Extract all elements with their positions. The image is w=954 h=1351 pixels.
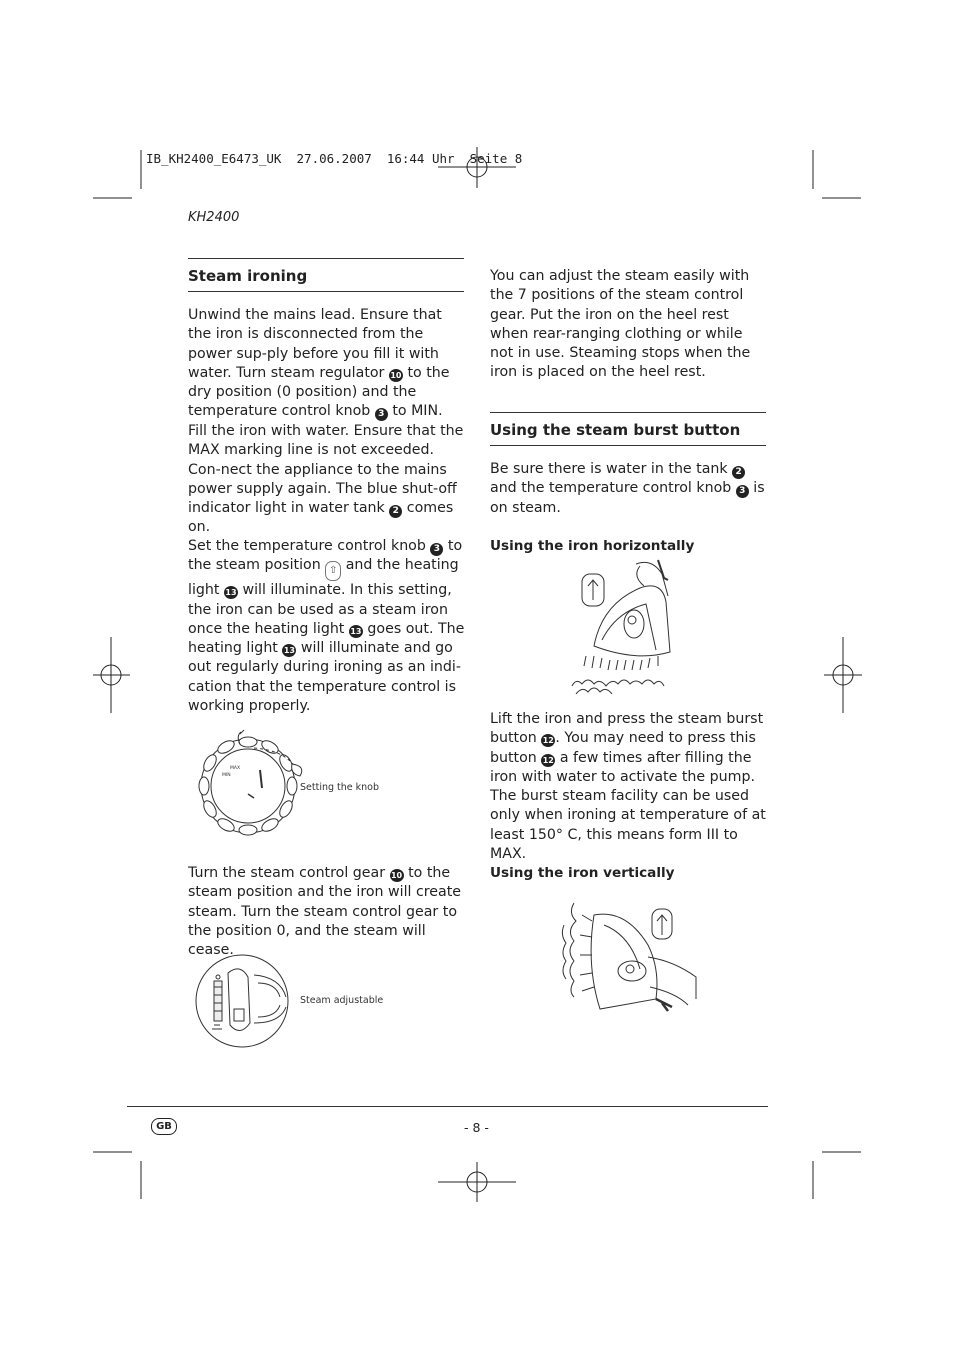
callout-number: 13 xyxy=(350,626,362,636)
heading-rule-bottom xyxy=(188,291,464,292)
heading-rule-top xyxy=(490,412,766,413)
paragraph-set-knob: Set the temperature control knob 3 to the steam position ⇧ and the heating light 13 will illuminate. In this setting, the iron can be used as a steam iron once the heating light 13 goes out. The heating light 13 will illuminate and go out regularly during ironing as an indi-cation that the temperature control is working properly. xyxy=(188,538,465,715)
knob-max-label: MAX xyxy=(230,766,241,771)
paragraph-adjust-steam: You can adjust the steam easily with the 7 positions of the steam control gear. Put the iron on the heel rest when rear-ranging clothing or while not in use. Steaming stops when the iron is placed on the heel rest. xyxy=(490,268,751,381)
heading-rule-top xyxy=(188,258,464,259)
language-badge: GB xyxy=(151,1118,177,1135)
callout-number: 3 xyxy=(430,543,443,556)
subheading-vertical: Using the iron vertically xyxy=(490,865,675,881)
model-name: KH2400 xyxy=(188,210,240,225)
heading-rule-bottom xyxy=(490,445,766,446)
subheading-horizontal: Using the iron horizontally xyxy=(490,538,695,554)
iron-horizontal-illustration xyxy=(566,556,676,701)
page-number: - 8 - xyxy=(464,1120,489,1135)
print-slug: IB_KH2400_E6473_UK 27.06.2007 16:44 Uhr Seite 8 xyxy=(146,151,523,166)
callout-number: 3 xyxy=(736,485,749,498)
callout-number: 2 xyxy=(389,505,402,518)
footer-rule xyxy=(127,1106,768,1107)
callout-number: 10 xyxy=(390,871,403,880)
paragraph-steam-gear: Turn the steam control gear 10 to the steam position and the iron will create steam. Turn the steam control gear to the position 0, and the steam will cease. xyxy=(188,865,462,959)
callout-number: 13 xyxy=(283,646,295,656)
caption-setting-knob: Setting the knob xyxy=(300,782,380,793)
paragraph-water-tank: Be sure there is water in the tank 2 and the temperature control knob 3 is on steam. xyxy=(490,461,765,516)
section-heading-steam-ironing: Steam ironing xyxy=(188,267,308,285)
callout-number: 12 xyxy=(542,755,554,765)
callout-number: 13 xyxy=(225,588,237,598)
iron-vertical-illustration xyxy=(556,895,706,1025)
paragraph-unwind: Unwind the mains lead. Ensure that the iron is disconnected from the power sup-ply before you fill it with water. Turn steam regulator 10 to the dry position (0 position) and the temperature control knob 3 to MIN. xyxy=(188,307,450,420)
steam-gear-illustration xyxy=(194,953,294,1053)
callout-number: 3 xyxy=(375,408,388,421)
knob-min-label: MIN xyxy=(222,773,231,778)
steam-symbol-icon: ⇧ xyxy=(325,561,341,581)
paragraph-fill: Fill the iron with water. Ensure that the MAX marking line is not exceeded. Con-nect the appliance to the mains power supply again. The blue shut-off indicator light in water tank 2 comes on. xyxy=(188,423,464,536)
callout-number: 10 xyxy=(390,370,402,380)
caption-steam-adjustable: Steam adjustable xyxy=(300,995,384,1006)
paragraph-lift-iron: Lift the iron and press the steam burst button 12. You may need to press this button 12 a few times after filling the iron with water to activate the pump. The burst steam facility can be used only when ironing at temperature of at least 150° C, this means form III to MAX. xyxy=(490,711,766,863)
callout-number: 12 xyxy=(542,736,554,746)
section-heading-steam-burst: Using the steam burst button xyxy=(490,421,741,439)
callout-number: 2 xyxy=(732,466,745,479)
